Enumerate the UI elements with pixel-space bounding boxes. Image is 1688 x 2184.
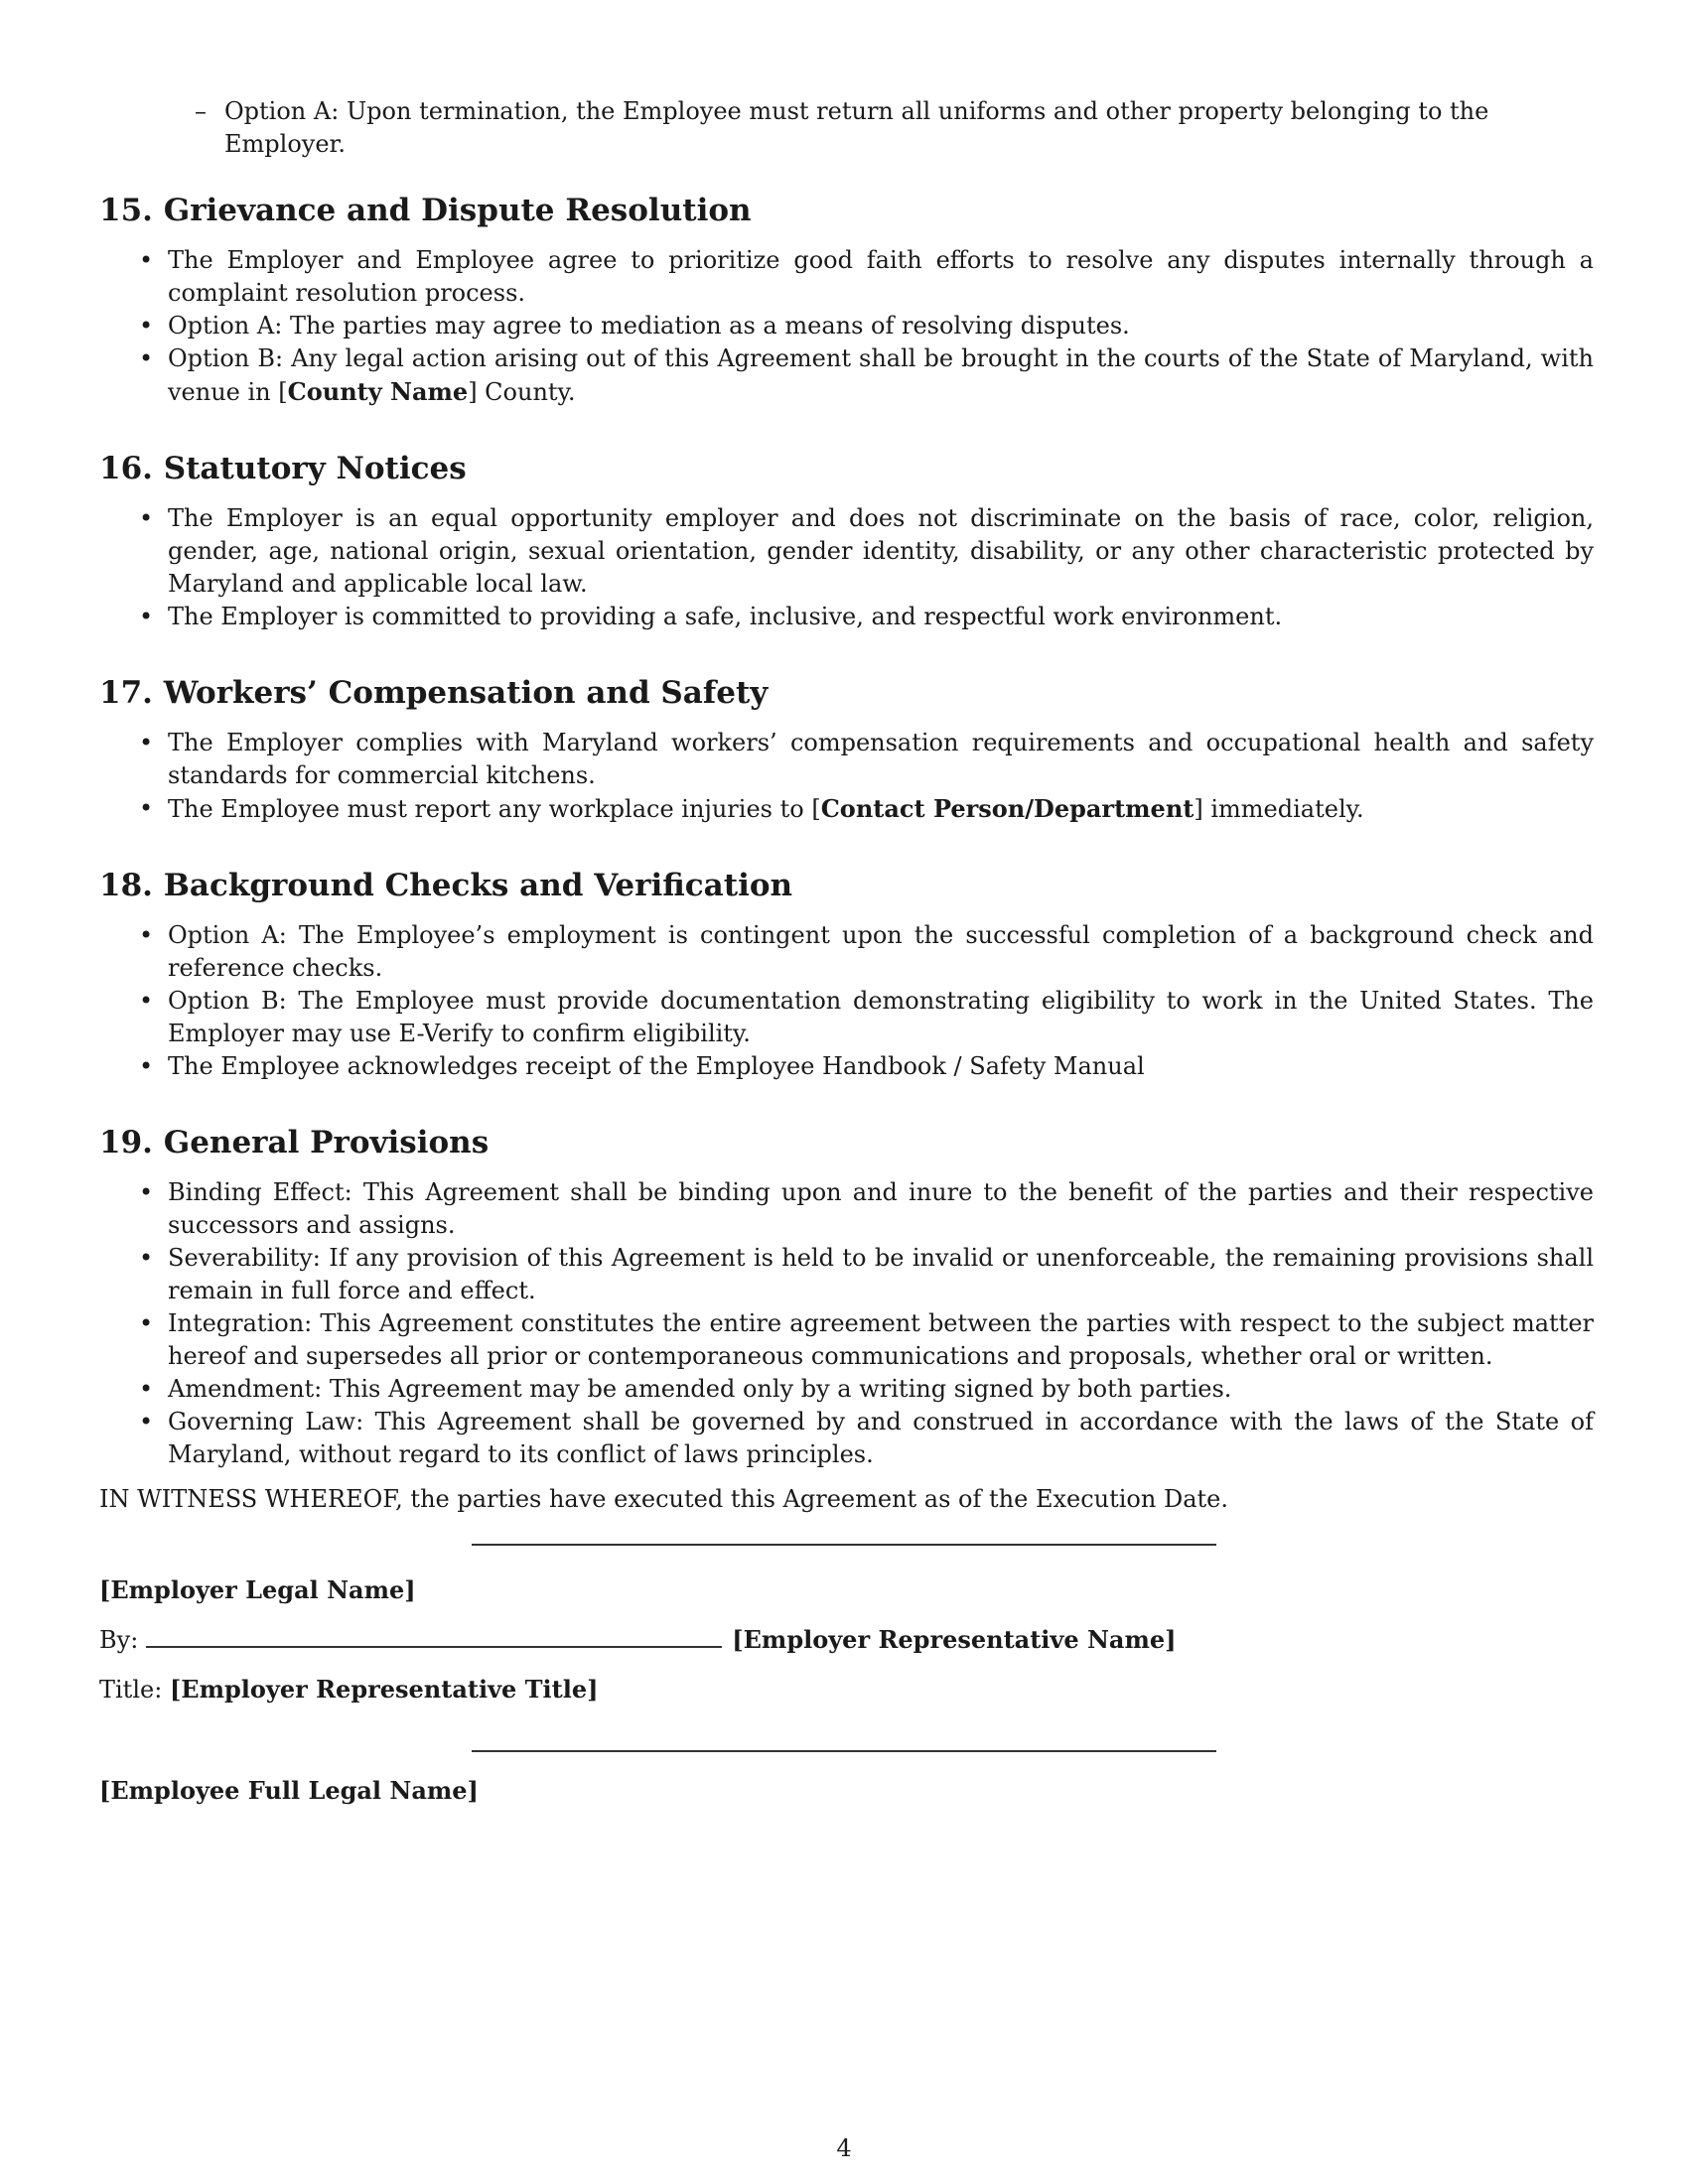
list-item: • Option A: The parties may agree to mediation as a means of resolving disputes.: [99, 310, 1594, 342]
list-item: • The Employer is committed to providing a safe, inclusive, and respectful work environment.: [99, 601, 1594, 633]
list-item: • Binding Effect: This Agreement shall be binding upon and inure to the benefit of the parties and their respective successors and assigns.: [99, 1176, 1594, 1242]
section-19-list: [99, 1176, 1594, 1471]
employee-legal-name: [99, 1774, 1594, 1808]
employer-legal-name: [99, 1573, 1594, 1607]
option-text: Option A: Upon termination, the Employee must return all uniforms and other property belonging to the Employer.: [224, 97, 1489, 158]
section-19-heading: 19. General Provisions: [99, 1125, 490, 1160]
employer-signature-line[interactable]: [472, 1544, 1216, 1546]
section-15-list: [99, 244, 1594, 409]
employee-name-placeholder: [Employee Full Legal Name]: [99, 1776, 479, 1805]
list-item: • The Employer is an equal opportunity employer and does not discriminate on the basis of race, color, religion, gender, age, national origin, sexual orientation, gender identity, disability, or any other characteristic protected by Maryland and applicable local law.: [99, 502, 1594, 601]
page-number: 4: [836, 2134, 852, 2162]
rep-title-placeholder: [Employer Representative Title]: [169, 1675, 599, 1704]
section-17-heading: 17. Workers’ Compensation and Safety: [99, 675, 769, 711]
list-item: • Option B: The Employee must provide documentation demonstrating eligibility to work in the United States. The Employer may use E-Verify to confirm eligibility.: [99, 985, 1594, 1050]
list-item: [99, 792, 1594, 826]
employee-signature-line[interactable]: [472, 1750, 1216, 1752]
text-run: ] County.: [468, 378, 576, 406]
list-item: • The Employer complies with Maryland workers’ compensation requirements and occupational health and safety standards for commercial kitchens.: [99, 727, 1594, 792]
contact-placeholder: Contact Person/Department: [820, 794, 1195, 823]
termination-property-option: [195, 95, 1594, 161]
list-item: • The Employee acknowledges receipt of the Employee Handbook / Safety Manual: [99, 1050, 1594, 1083]
section-18-list: [99, 919, 1594, 1083]
dash-marker: –: [195, 97, 207, 125]
section-16-heading: 16. Statutory Notices: [99, 451, 467, 486]
employer-title-row: [99, 1673, 1594, 1706]
county-name-placeholder: County Name: [287, 377, 469, 406]
list-item: • Severability: If any provision of this Agreement is held to be invalid or unenforceable, the remaining provisions shall remain in full force and effect.: [99, 1242, 1594, 1307]
section-16-list: [99, 502, 1594, 633]
section-17-list: [99, 727, 1594, 826]
by-label: By:: [99, 1626, 139, 1654]
list-item: [99, 342, 1594, 409]
section-18-heading: 18. Background Checks and Verification: [99, 868, 793, 903]
section-15-heading: 15. Grievance and Dispute Resolution: [99, 193, 752, 228]
list-item: • The Employer and Employee agree to prioritize good faith efforts to resolve any disputes internally through a complaint resolution process.: [99, 244, 1594, 310]
list-item: • Integration: This Agreement constitutes the entire agreement between the parties with respect to the subject matter hereof and supersedes all prior or contemporaneous communications and proposals, whether oral or written.: [99, 1307, 1594, 1373]
by-signature-blank[interactable]: [146, 1624, 722, 1648]
text-run: Option B: Any legal action arising out of this Agreement shall be brought in the courts of the State of Maryland, with venue in [: [168, 344, 1594, 406]
list-item: • Governing Law: This Agreement shall be governed by and construed in accordance with the laws of the State of Maryland, without regard to its conflict of laws principles.: [99, 1406, 1594, 1471]
list-item: • Option A: The Employee’s employment is contingent upon the successful completion of a background check and reference checks.: [99, 919, 1594, 985]
witness-clause: IN WITNESS WHEREOF, the parties have executed this Agreement as of the Execution Date.: [99, 1485, 1228, 1513]
text-run: The Employee must report any workplace injuries to [: [168, 795, 821, 823]
title-label: Title:: [99, 1676, 163, 1704]
text-run: ] immediately.: [1194, 795, 1364, 823]
rep-name-placeholder: [Employer Representative Name]: [732, 1625, 1177, 1654]
employer-name-placeholder: [Employer Legal Name]: [99, 1575, 416, 1604]
list-item: • Amendment: This Agreement may be amended only by a writing signed by both parties.: [99, 1373, 1594, 1406]
document-page: [99, 95, 1594, 1824]
employer-by-row: [99, 1623, 1594, 1657]
